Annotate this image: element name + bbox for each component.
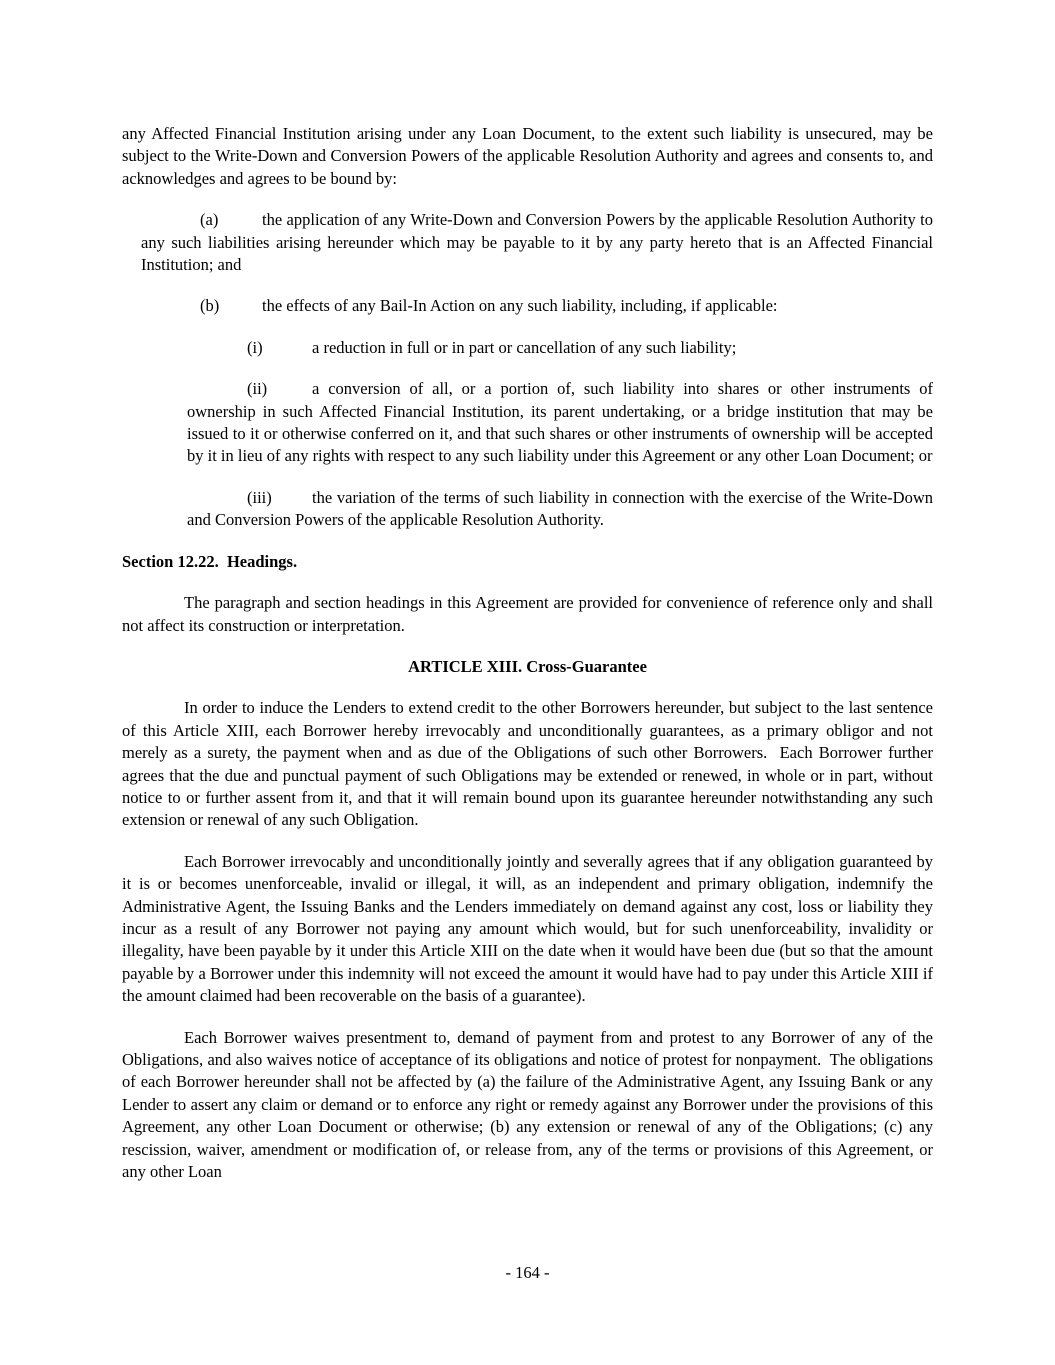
- article-heading: ARTICLE XIII. Cross-Guarantee: [408, 656, 647, 676]
- list-item-i: [187, 337, 933, 359]
- list-item-b: [141, 295, 933, 317]
- continuation-paragraph: any Affected Financial Institution arising under any Loan Document, to the extent such liability is unsecured, may be subject to the Write-Down and Conversion Powers of the applicable Resolution Authority and agrees and consents to, and acknowledges and agrees to be bound by:: [122, 124, 933, 188]
- list-item-text: a conversion of all, or a portion of, such liability into shares or other instruments of ownership in such Affected Financial Institution, its parent undertaking, or a bridge institution that may be issued to it or otherwise conferred on it, and that such shares or other instruments of ownership will be accepted by it in lieu of any rights with respect to any such liability under this Agreement or any other Loan Document; or: [187, 379, 933, 466]
- list-item-ii: [187, 378, 933, 468]
- list-item-label: (a): [200, 210, 219, 230]
- section-heading: Section 12.22. Headings.: [122, 551, 298, 571]
- list-item-text: the variation of the terms of such liability in connection with the exercise of the Write-Down and Conversion Powers of the applicable Resolution Authority.: [187, 487, 933, 530]
- list-item-label: (i): [247, 337, 263, 357]
- list-item-iii: [187, 487, 933, 532]
- document-body: [122, 123, 933, 1202]
- list-item-text: the effects of any Bail-In Action on any such liability, including, if applicable:: [262, 296, 778, 316]
- list-item-label: (iii): [247, 487, 272, 507]
- page-number: - 164 -: [505, 1263, 550, 1282]
- list-item-text: a reduction in full or in part or cancellation of any such liability;: [312, 337, 737, 357]
- body-paragraph: In order to induce the Lenders to extend credit to the other Borrowers hereunder, but subject to the last sentence of this Article XIII, each Borrower hereby irrevocably and unconditionally guarantees, as a primary obligor and not merely as a surety, the payment when and as due of the Obligations of such other Borrowers. Each Borrower further agrees that the due and punctual payment of such Obligations may be extended or renewed, in whole or in part, without notice to or further assent from it, and that it will remain bound upon its guarantee hereunder notwithstanding any such extension or renewal of any such Obligation.: [122, 698, 933, 830]
- body-paragraph: The paragraph and section headings in this Agreement are provided for convenience of reference only and shall not affect its construction or interpretation.: [122, 593, 933, 635]
- list-item-label: (b): [200, 296, 220, 316]
- list-item-a: [141, 209, 933, 276]
- body-paragraph: Each Borrower waives presentment to, demand of payment from and protest to any Borrower of any of the Obligations, and also waives notice of acceptance of its obligations and notice of protest for nonpayment. The obligations of each Borrower hereunder shall not be affected by (a) the failure of the Administrative Agent, any Issuing Bank or any Lender to assert any claim or demand or to enforce any right or remedy against any Borrower under the provisions of this Agreement, any other Loan Document or otherwise; (b) any extension or renewal of any of the Obligations; (c) any rescission, waiver, amendment or modification of, or release from, any of the terms or provisions of this Agreement, or any other Loan: [122, 1027, 933, 1182]
- body-paragraph: Each Borrower irrevocably and unconditionally jointly and severally agrees that if any obligation guaranteed by it is or becomes unenforceable, invalid or illegal, it will, as an independent and primary obligation, indemnify the Administrative Agent, the Issuing Banks and the Lenders immediately on demand against any cost, loss or liability they incur as a result of any Borrower not paying any amount which would, but for such unenforceability, invalidity or illegality, have been payable by it under this Article XIII on the date when it would have been due (but so that the amount payable by a Borrower under this indemnity will not exceed the amount it would have had to pay under this Article XIII if the amount claimed had been recoverable on the basis of a guarantee).: [122, 851, 933, 1006]
- list-item-text: the application of any Write-Down and Conversion Powers by the applicable Resolution Authority to any such liabilities arising hereunder which may be payable to it by any party hereto that is an Affected Financial Institution; and: [141, 210, 933, 275]
- list-item-label: (ii): [247, 379, 268, 399]
